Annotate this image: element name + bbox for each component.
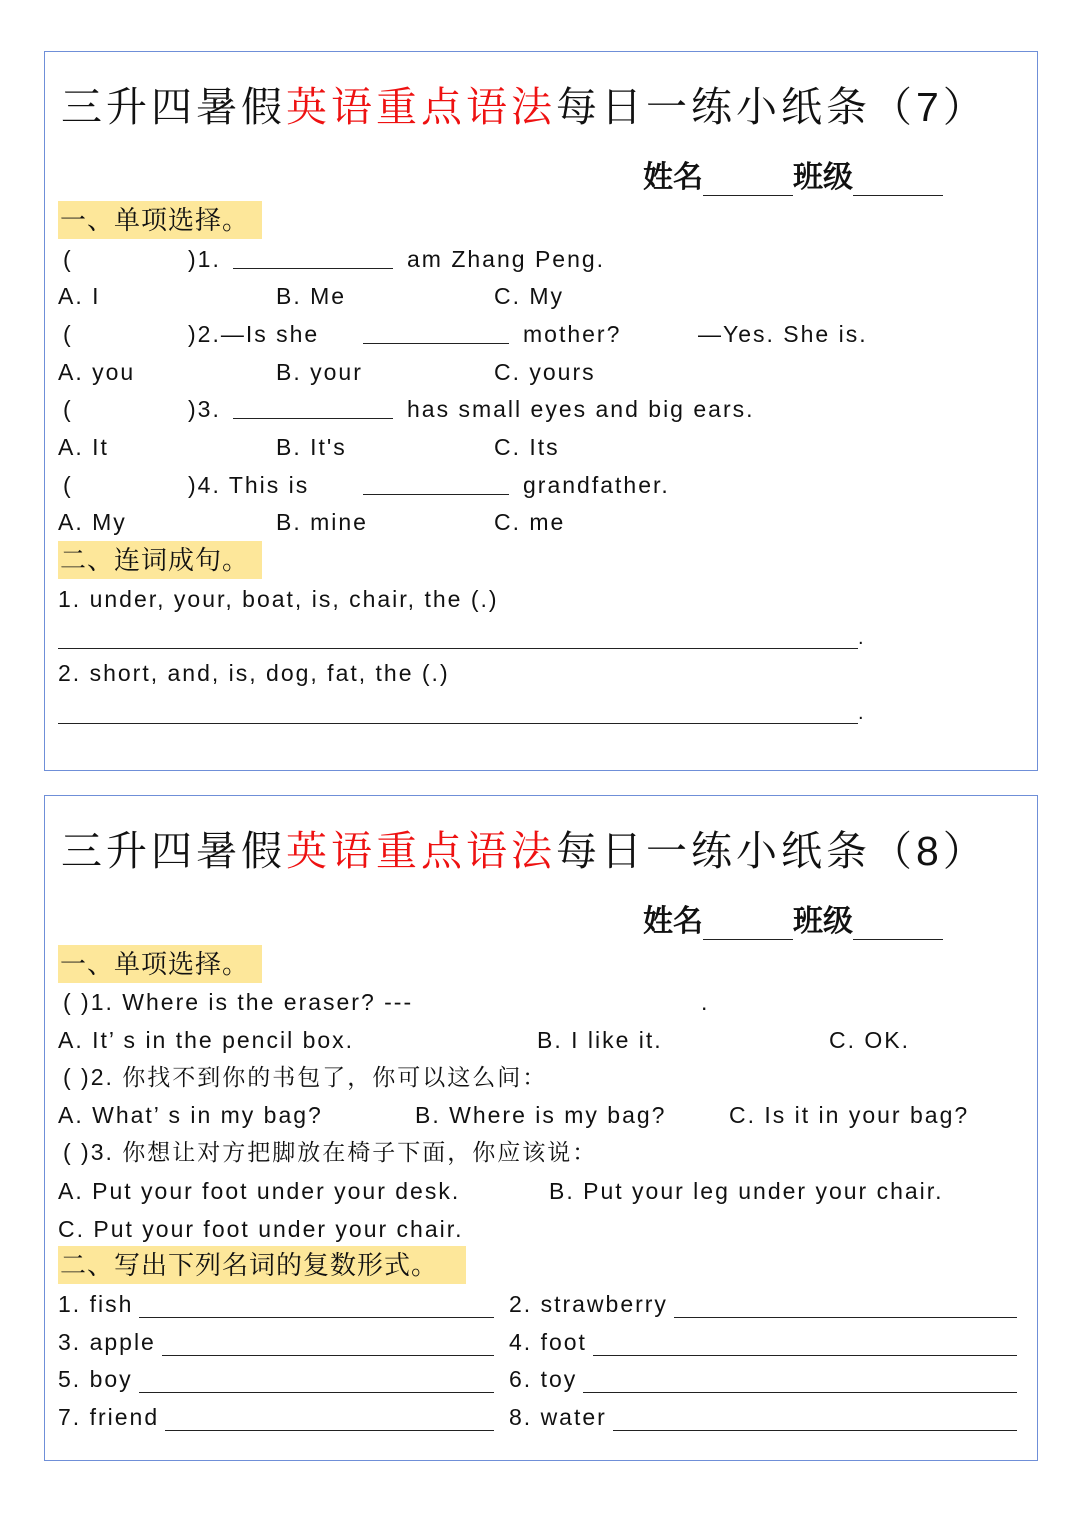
word: 4. foot xyxy=(509,1329,587,1355)
question-3 xyxy=(58,394,1027,424)
question-number: )1. xyxy=(188,246,221,272)
question-4 xyxy=(58,470,1027,500)
plural-item xyxy=(58,1363,494,1393)
answer-blank[interactable] xyxy=(613,1406,1017,1431)
option-b: B. I like it. xyxy=(537,1027,663,1053)
answer-paren[interactable]: ( xyxy=(63,321,73,347)
option-a: A. you xyxy=(58,359,136,385)
options-2 xyxy=(58,1100,1027,1130)
period: . xyxy=(858,702,864,724)
plural-item xyxy=(509,1326,1017,1356)
options-2 xyxy=(58,357,1027,387)
class-blank[interactable] xyxy=(853,909,943,940)
period: . xyxy=(858,627,864,649)
word: 1. fish xyxy=(58,1291,134,1317)
option-a: A. Put your foot under your desk. xyxy=(58,1178,461,1204)
option-a: A. It xyxy=(58,434,109,460)
question-number: )2.—Is she xyxy=(188,321,320,347)
answer-blank[interactable] xyxy=(165,1406,494,1431)
option-c: C. Put your foot under your chair. xyxy=(58,1216,464,1242)
plural-item xyxy=(509,1401,1017,1431)
plural-item xyxy=(509,1288,1017,1318)
answer-paren[interactable]: ( xyxy=(63,246,73,272)
plural-item xyxy=(58,1288,494,1318)
name-class-fields xyxy=(643,896,943,940)
question-text: ( )2. 你找不到你的书包了，你可以这么问： xyxy=(63,1064,548,1090)
worksheet-7 xyxy=(44,51,1038,771)
option-a: A. I xyxy=(58,283,101,309)
word: 3. apple xyxy=(58,1329,156,1355)
answer-paren[interactable]: ( xyxy=(63,396,73,422)
option-c: C. Is it in your bag? xyxy=(729,1102,970,1128)
worksheet-title xyxy=(61,818,1021,877)
name-label: 姓名 xyxy=(643,905,703,938)
class-label: 班级 xyxy=(793,161,853,194)
reply-text: —Yes. She is. xyxy=(698,321,868,347)
question-text: ( )3. 你想让对方把脚放在椅子下面，你应该说： xyxy=(63,1139,598,1165)
question-text: has small eyes and big ears. xyxy=(407,396,755,422)
answer-line-2[interactable] xyxy=(58,723,858,724)
answer-line-1[interactable] xyxy=(58,648,858,649)
option-a: A. What’ s in my bag? xyxy=(58,1102,323,1128)
class-blank[interactable] xyxy=(853,165,943,196)
fill-blank[interactable] xyxy=(363,319,509,344)
section-heading: 一、单项选择。 xyxy=(58,945,262,983)
answer-blank[interactable] xyxy=(593,1331,1017,1356)
plural-item xyxy=(58,1326,494,1356)
sentence-prompt-1 xyxy=(58,584,1027,614)
question-text: ( )1. Where is the eraser? --- xyxy=(63,989,414,1015)
section-heading: 一、单项选择。 xyxy=(58,201,262,239)
question-2 xyxy=(58,1062,1027,1092)
question-1 xyxy=(58,987,1027,1017)
class-label: 班级 xyxy=(793,905,853,938)
answer-blank[interactable] xyxy=(139,1368,494,1393)
options-3 xyxy=(58,432,1027,462)
option-c: C. OK. xyxy=(829,1027,911,1053)
word: 6. toy xyxy=(509,1366,578,1392)
fill-blank[interactable] xyxy=(363,470,509,495)
option-b: B. your xyxy=(276,359,363,385)
option-b: B. It's xyxy=(276,434,347,460)
plural-item xyxy=(509,1363,1017,1393)
option-a: A. My xyxy=(58,509,127,535)
title-part: 每日一练小纸条（8） xyxy=(556,828,988,874)
title-part: 三升四暑假 xyxy=(61,828,286,874)
question-3 xyxy=(58,1137,1027,1167)
name-class-fields xyxy=(643,152,943,196)
word: 7. friend xyxy=(58,1404,160,1430)
prompt-text: 2. short, and, is, dog, fat, the (.) xyxy=(58,660,450,686)
option-c: C. yours xyxy=(494,359,596,385)
prompt-text: 1. under, your, boat, is, chair, the (.) xyxy=(58,586,499,612)
answer-paren[interactable]: ( xyxy=(63,472,73,498)
option-b: B. Where is my bag? xyxy=(415,1102,667,1128)
question-1 xyxy=(58,244,1027,274)
option-a: A. It’ s in the pencil box. xyxy=(58,1027,355,1053)
question-text: am Zhang Peng. xyxy=(407,246,606,272)
option-b: B. mine xyxy=(276,509,368,535)
plural-item xyxy=(58,1401,494,1431)
name-label: 姓名 xyxy=(643,161,703,194)
fill-blank[interactable] xyxy=(233,394,393,419)
fill-blank[interactable] xyxy=(233,244,393,269)
options-3-c xyxy=(58,1214,1027,1244)
title-part: 三升四暑假 xyxy=(61,84,286,130)
title-highlight: 英语重点语法 xyxy=(286,84,556,130)
word: 2. strawberry xyxy=(509,1291,668,1317)
name-blank[interactable] xyxy=(703,909,793,940)
title-highlight: 英语重点语法 xyxy=(286,828,556,874)
question-number: )4. This is xyxy=(188,472,310,498)
title-part: 每日一练小纸条（7） xyxy=(556,84,988,130)
word: 8. water xyxy=(509,1404,607,1430)
period: . xyxy=(701,989,710,1015)
word: 5. boy xyxy=(58,1366,133,1392)
option-c: C. My xyxy=(494,283,565,309)
worksheet-title xyxy=(61,74,1021,133)
worksheet-8 xyxy=(44,795,1038,1461)
question-2 xyxy=(58,319,1027,349)
question-text: grandfather. xyxy=(523,472,670,498)
question-number: )3. xyxy=(188,396,221,422)
option-b: B. Me xyxy=(276,283,347,309)
answer-blank[interactable] xyxy=(139,1293,494,1318)
answer-blank[interactable] xyxy=(583,1368,1017,1393)
option-c: C. me xyxy=(494,509,566,535)
option-c: C. Its xyxy=(494,434,560,460)
option-b: B. Put your leg under your chair. xyxy=(549,1178,944,1204)
answer-blank[interactable] xyxy=(162,1331,494,1356)
sentence-prompt-2 xyxy=(58,658,1027,688)
name-blank[interactable] xyxy=(703,165,793,196)
options-1 xyxy=(58,281,1027,311)
options-1 xyxy=(58,1025,1027,1055)
options-3 xyxy=(58,1176,1027,1206)
options-4 xyxy=(58,507,1027,537)
section-heading: 二、写出下列名词的复数形式。 xyxy=(58,1246,466,1284)
answer-blank[interactable] xyxy=(674,1293,1017,1318)
question-text: mother? xyxy=(523,321,622,347)
section-heading: 二、连词成句。 xyxy=(58,541,262,579)
